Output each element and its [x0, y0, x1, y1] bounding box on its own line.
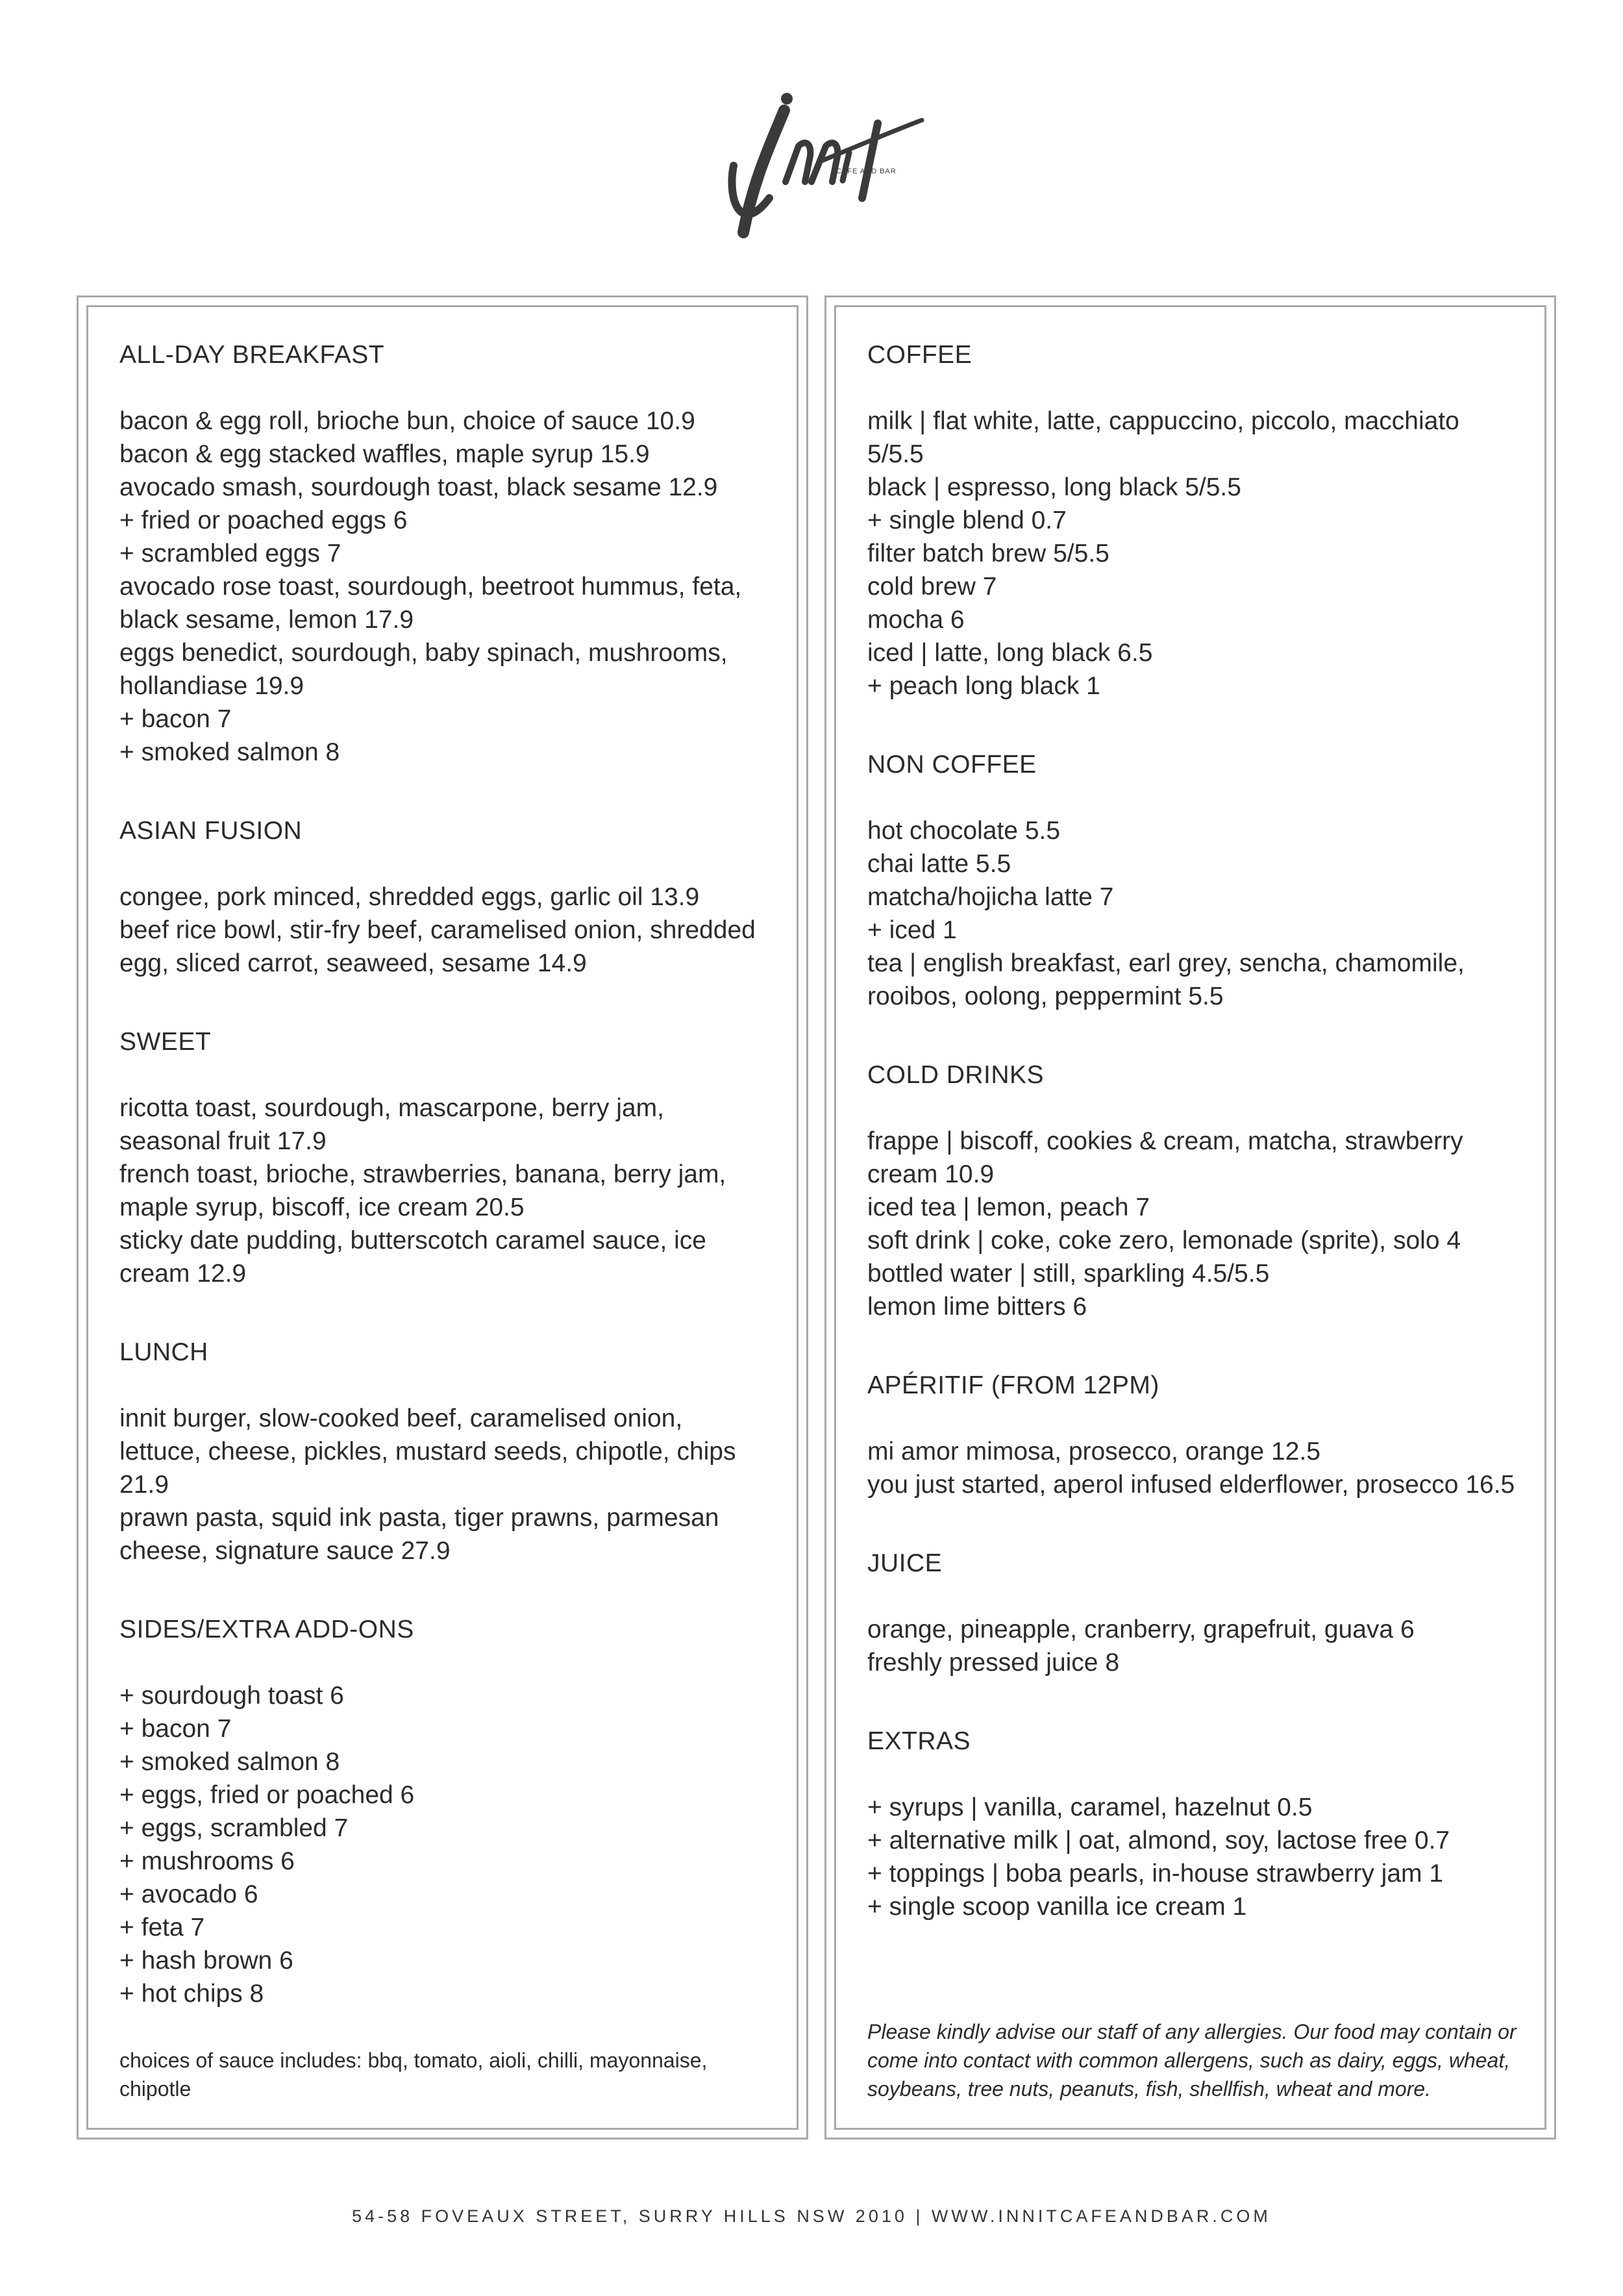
left-menu-panel-inner [86, 305, 799, 2130]
menu-item: innit burger, slow-cooked beef, caramelised onion, lettuce, cheese, pickles, mustard seeds, chipotle, chips 21.9 [119, 1404, 736, 1499]
section-title: COLD DRINKS [867, 1061, 1045, 1089]
section-coffee [867, 338, 1518, 703]
section-all-day-breakfast [119, 338, 771, 769]
menu-item: + eggs, scrambled 7 [119, 1814, 349, 1842]
left-menu-panel [77, 295, 808, 2140]
menu-item: + bacon 7 [119, 1715, 232, 1743]
section-aperitif [867, 1369, 1518, 1501]
menu-item: soft drink | coke, coke zero, lemonade (sprite), solo 4 [867, 1227, 1461, 1254]
menu-item: + single blend 0.7 [867, 506, 1067, 534]
menu-item: + smoked salmon 8 [119, 738, 340, 766]
menu-item: + syrups | vanilla, caramel, hazelnut 0.5 [867, 1793, 1313, 1821]
left-menu-content [119, 338, 771, 2056]
menu-item: + eggs, fried or poached 6 [119, 1781, 415, 1809]
section-title: APÉRITIF (FROM 12PM) [867, 1371, 1159, 1399]
menu-item: mocha 6 [867, 606, 965, 634]
menu-item-list [119, 880, 771, 980]
section-sweet [119, 1025, 771, 1290]
menu-item: filter batch brew 5/5.5 [867, 540, 1109, 568]
menu-item: milk | flat white, latte, cappuccino, piccolo, macchiato 5/5.5 [867, 407, 1459, 468]
menu-item: + avocado 6 [119, 1880, 258, 1908]
section-title: LUNCH [119, 1338, 208, 1366]
menu-item-list [119, 1092, 771, 1290]
menu-item: you just started, aperol infused elderflower, prosecco 16.5 [867, 1471, 1515, 1499]
menu-item: mi amor mimosa, prosecco, orange 12.5 [867, 1438, 1320, 1466]
menu-item: avocado smash, sourdough toast, black sesame 12.9 [119, 473, 718, 501]
right-menu-panel-inner [834, 305, 1546, 2130]
menu-item: tea | english breakfast, earl grey, sencha, chamomile, rooibos, oolong, peppermint 5.5 [867, 949, 1465, 1010]
logo-tagline: CAFE AND BAR [836, 168, 897, 175]
menu-item: french toast, brioche, strawberries, banana, berry jam, maple syrup, biscoff, ice cream 20.5 [119, 1160, 726, 1221]
section-title: SIDES/EXTRA ADD-ONS [119, 1616, 414, 1643]
section-title: SWEET [119, 1028, 212, 1056]
menu-item: + hot chips 8 [119, 1980, 264, 2008]
menu-item: + scrambled eggs 7 [119, 540, 341, 568]
menu-item: iced | latte, long black 6.5 [867, 639, 1153, 667]
menu-item: bacon & egg stacked waffles, maple syrup 15.9 [119, 440, 650, 468]
menu-item: matcha/hojicha latte 7 [867, 883, 1114, 911]
menu-item: + toppings | boba pearls, in-house strawberry jam 1 [867, 1860, 1444, 1888]
menu-item: cold brew 7 [867, 573, 997, 601]
menu-item: + sourdough toast 6 [119, 1682, 344, 1710]
menu-item: freshly pressed juice 8 [867, 1649, 1120, 1677]
menu-item: hot chocolate 5.5 [867, 817, 1061, 845]
menu-item-list [119, 1402, 771, 1567]
section-title: JUICE [867, 1549, 943, 1577]
menu-item-list [867, 1791, 1518, 1923]
section-title: NON COFFEE [867, 751, 1037, 779]
menu-item: black | espresso, long black 5/5.5 [867, 473, 1241, 501]
sauce-choices-note: choices of sauce includes: bbq, tomato, aioli, chilli, mayonnaise, chipotle [119, 2049, 708, 2101]
section-extras [867, 1725, 1518, 1923]
menu-item: bacon & egg roll, brioche bun, choice of sauce 10.9 [119, 407, 695, 435]
innit-logo-wordmark [708, 84, 928, 247]
menu-item: + bacon 7 [119, 705, 232, 733]
menu-item: frappe | biscoff, cookies & cream, matcha, strawberry cream 10.9 [867, 1127, 1463, 1188]
right-menu-panel [824, 295, 1556, 2140]
menu-item: ricotta toast, sourdough, mascarpone, berry jam, seasonal fruit 17.9 [119, 1094, 664, 1155]
menu-item: iced tea | lemon, peach 7 [867, 1193, 1150, 1221]
menu-item: + hash brown 6 [119, 1947, 293, 1975]
section-sides-extra-add-ons [119, 1613, 771, 2010]
menu-item: + single scoop vanilla ice cream 1 [867, 1893, 1247, 1921]
section-title: COFFEE [867, 341, 973, 369]
menu-item-list [119, 405, 771, 769]
menu-item: sticky date pudding, butterscotch caramel sauce, ice cream 12.9 [119, 1227, 706, 1288]
menu-item: + feta 7 [119, 1914, 205, 1941]
menu-item: congee, pork minced, shredded eggs, garlic oil 13.9 [119, 883, 700, 911]
menu-item: eggs benedict, sourdough, baby spinach, mushrooms, hollandiase 19.9 [119, 639, 728, 700]
section-title: EXTRAS [867, 1727, 971, 1755]
menu-item: prawn pasta, squid ink pasta, tiger prawns, parmesan cheese, signature sauce 27.9 [119, 1504, 719, 1565]
menu-item: lemon lime bitters 6 [867, 1293, 1087, 1321]
menu-item: + mushrooms 6 [119, 1847, 295, 1875]
section-juice [867, 1547, 1518, 1679]
menu-item-list [867, 1435, 1518, 1501]
menu-item: + alternative milk | oat, almond, soy, lactose free 0.7 [867, 1827, 1450, 1854]
menu-item: + iced 1 [867, 916, 957, 944]
menu-item: orange, pineapple, cranberry, grapefruit, guava 6 [867, 1616, 1415, 1643]
allergy-note: Please kindly advise our staff of any allergies. Our food may contain or come into contact with common allergens, such as dairy, eggs, wheat, soybeans, tree nuts, peanuts, fish, shellfish, wheat and more. [867, 2020, 1517, 2101]
section-asian-fusion [119, 814, 771, 980]
menu-item-list [867, 405, 1518, 703]
right-menu-content [867, 338, 1518, 1969]
menu-item: + peach long black 1 [867, 672, 1100, 700]
menu-item: + smoked salmon 8 [119, 1748, 340, 1776]
menu-item-list [867, 1613, 1518, 1679]
menu-item: bottled water | still, sparkling 4.5/5.5 [867, 1260, 1270, 1288]
section-non-coffee [867, 748, 1518, 1013]
section-cold-drinks [867, 1058, 1518, 1323]
menu-item-list [119, 1679, 771, 2010]
menu-item: + fried or poached eggs 6 [119, 506, 408, 534]
footer-address: 54-58 FOVEAUX STREET, SURRY HILLS NSW 2010 | WWW.INNITCAFEANDBAR.COM [352, 2206, 1271, 2226]
menu-item-list [867, 814, 1518, 1013]
menu-item: avocado rose toast, sourdough, beetroot hummus, feta, black sesame, lemon 17.9 [119, 573, 742, 634]
menu-item: chai latte 5.5 [867, 850, 1011, 878]
menu-item-list [867, 1125, 1518, 1323]
section-title: ASIAN FUSION [119, 817, 303, 845]
innit-logo [708, 84, 928, 247]
section-title: ALL-DAY BREAKFAST [119, 341, 385, 369]
section-lunch [119, 1336, 771, 1567]
menu-item: beef rice bowl, stir-fry beef, caramelised onion, shredded egg, sliced carrot, seaweed, sesame 14.9 [119, 916, 756, 977]
